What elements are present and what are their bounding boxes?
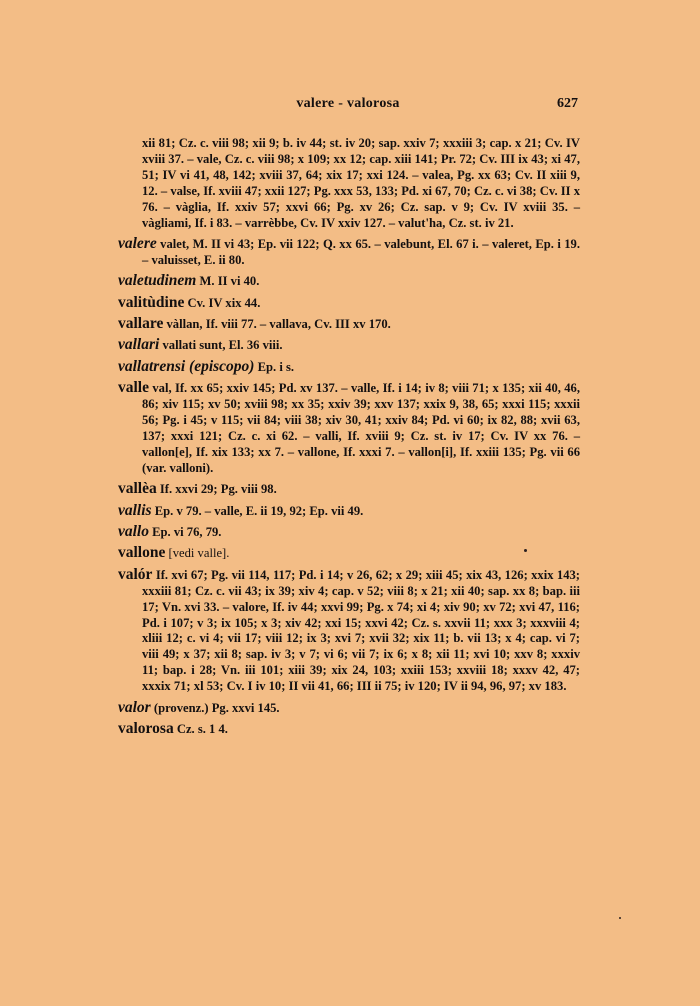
entry-text: vàllan, If. viii 77. – vallava, Cv. III xv 170. — [166, 317, 391, 332]
entry-headword: vallèa — [118, 480, 157, 498]
entry-headword: valere — [118, 234, 157, 252]
entry-text: Ep. vi 76, 79. — [152, 525, 222, 540]
entry-text: Ep. i s. — [257, 359, 295, 374]
entry-text: M. II vi 40. — [199, 274, 260, 289]
entry-headword: valle — [118, 379, 149, 397]
entry-text: valet, M. II vi 43; Ep. vii 122; Q. xx 65. – valebunt, El. 67 i. – valeret, Ep. i 19. – valuisset, E. ii 80. — [142, 236, 580, 267]
entry-headword: valetudinem — [118, 272, 197, 290]
ink-speck — [619, 917, 621, 919]
entry-headword: valorosa — [118, 720, 174, 737]
running-title: valere - valorosa — [296, 96, 400, 111]
entry-text: Ep. v 79. – valle, E. ii 19, 92; Ep. vii 49. — [154, 503, 364, 518]
entry-headword: vallari — [118, 336, 160, 354]
entry-text: val, If. xx 65; xxiv 145; Pd. xv 137. – valle, If. i 14; iv 8; viii 71; x 135; xii 40, 46, 86; xiv 115; xv 50; xviii 98; xx 35; xxiv 39; xxv 137; xxix 9, 38, 65; xxxi 115; xxxii 56; Pg. i 45; v 115; vii 84; viii 38; xiv 30, 41; xxiv 84; Pd. vi 60; ix 82, 88; xvii 63, 137; xxxi 121; Cz. c. xi 62. – valli, If. xviii 9; Cz. st. iv 17; Cv. IV xx 76. – vallon[e], If. xix 133; xx 7. – vallone, If. xxxi 7. – vallon[i], If. xxiii 135; Pg. vii 66 (var. valloni). — [142, 381, 580, 475]
entry-text: Cv. IV xix 44. — [187, 295, 261, 310]
entry-vallis — [118, 503, 580, 520]
entry-headword: vallone — [118, 544, 166, 562]
entry-text: If. xvi 67; Pg. vii 114, 117; Pd. i 14; v 26, 62; x 29; xiii 45; xix 43, 126; xxix 143; xxxiii 81; Cz. c. vii 43; ix 39; xiv 4; cap. v 52; viii 8; x 21; xii 40; sap. xx 8; bap. iii 17; Vn. xvi 33. – valore, If. iv 44; xxvi 99; Pg. x 74; xi 4; xiv 90; xv 72; xvi 47, 116; Pd. i 107; v 3; ix 105; x 3; xiv 42; xxi 15; xxvi 42; Cz. s. xxvii 11; xxx 3; xxxviii 4; xliii 12; c. vi 4; vii 17; viii 12; ix 3; xvi 7; xvii 32; xix 11; b. vii 13; x 4; cap. vi 7; viii 49; x 37; xii 8; sap. iv 3; v 7; vi 6; vii 7; ix 6; x 8; xii 11; xvi 10; xxv 8; xxxiv 11; bap. i 28; Vn. iii 101; xiii 39; xix 24, 103; xxiii 153; xxviii 18; xxxv 42, 47; xxxix 71; xl 53; Cv. I iv 10; II vii 41, 66; III ii 75; iv 120; IV ii 94, 96, 97; xv 183. — [142, 567, 580, 694]
entry-text: xii 81; Cz. c. viii 98; xii 9; b. iv 44; st. iv 20; sap. xxiv 7; xxxiii 3; cap. x 21; Cv. IV xviii 37. – vale, Cz. c. viii 98; x 109; xx 12; cap. xiii 141; Pr. 72; Cv. III ix 43; xi 47, 51; IV vi 41, 48, 142; xviii 37, 64; xix 17; xxi 124. – valea, Pg. xx 63; Cv. II xiii 9, 12. – valse, If. xviii 47; xxii 127; Pg. xxx 53, 133; Pd. xi 67, 70; Cz. c. vi 38; Cv. II x 76. – vàglia, If. xxiv 57; xxvi 66; Pg. xv 26; Cz. sap. v 9; Cv. IV xviii 35. – vàgliami, If. i 83. – varrèbbe, Cv. IV xxiv 127. – valut'ha, Cz. st. iv 21. — [142, 136, 580, 230]
entry-headword: valitùdine — [118, 293, 185, 311]
entry-vallo — [118, 524, 580, 541]
entry-continuation — [118, 136, 580, 231]
entry-text: [vedi valle]. — [168, 546, 230, 561]
entry-valle — [118, 380, 580, 476]
page-number: 627 — [557, 96, 578, 111]
entry-headword: vallatrensi (episcopo) — [118, 357, 255, 375]
entry-valorosa — [118, 721, 580, 738]
entry-headword: vallis — [118, 501, 152, 519]
entry-valetudinem — [118, 273, 580, 290]
entry-vallea — [118, 481, 580, 498]
page-header — [118, 96, 578, 118]
entry-headword: valor — [118, 698, 151, 716]
entry-valor — [118, 567, 580, 695]
entry-vallare — [118, 316, 580, 333]
entry-vallone — [118, 545, 580, 562]
entry-text: Cz. s. 1 4. — [176, 722, 228, 736]
entry-text: If. xxvi 29; Pg. viii 98. — [159, 482, 277, 497]
entry-headword: vallare — [118, 315, 164, 333]
dictionary-entries — [118, 136, 580, 742]
entry-valere-latin — [118, 236, 580, 269]
entry-text: vallati sunt, El. 36 viii. — [162, 338, 283, 353]
entry-vallatrensi — [118, 359, 580, 376]
entry-valitudine — [118, 295, 580, 312]
entry-headword: valór — [118, 565, 153, 583]
entry-vallari — [118, 337, 580, 354]
entry-text: (provenz.) Pg. xxvi 145. — [153, 700, 280, 715]
entry-valor-provenzale — [118, 700, 580, 717]
entry-headword: vallo — [118, 523, 149, 541]
ink-speck — [524, 549, 527, 552]
